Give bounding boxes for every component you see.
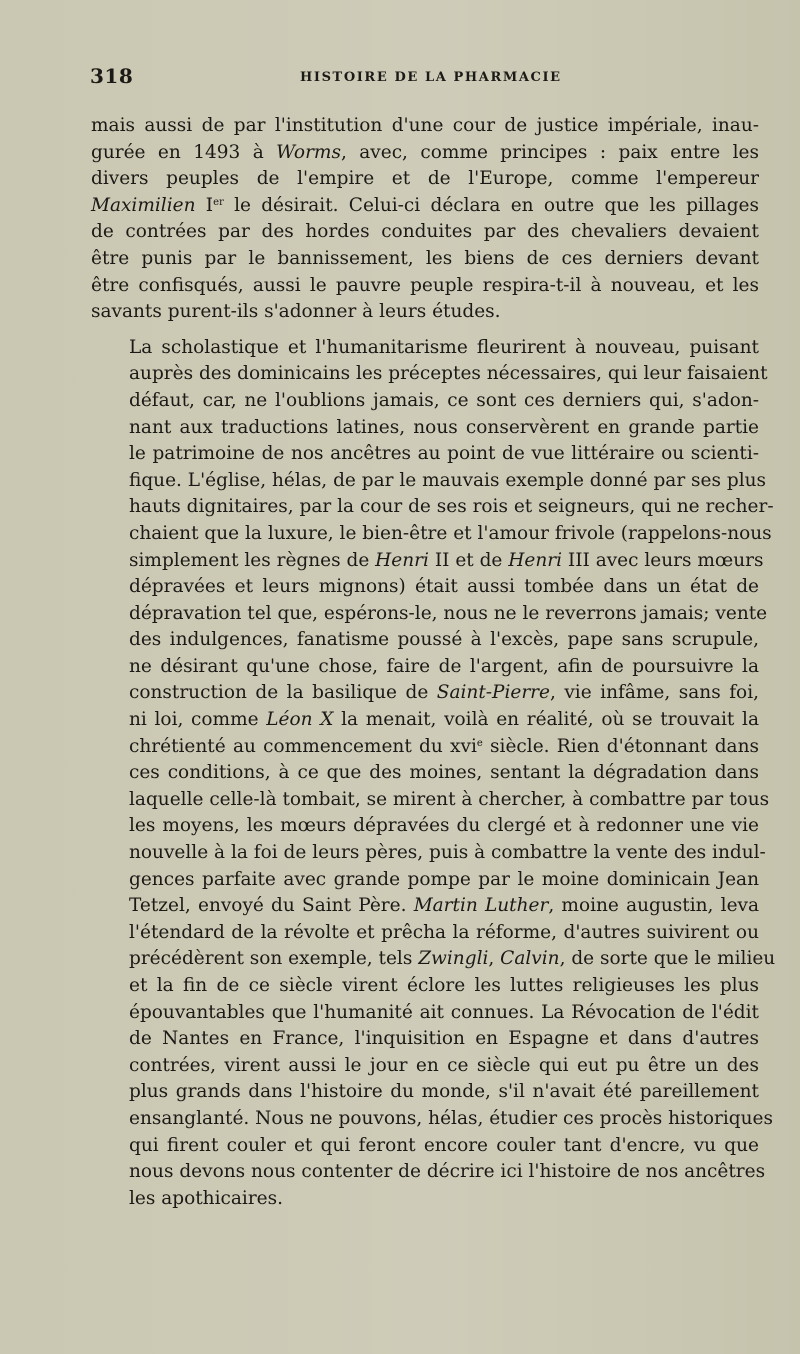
text-line: mais aussi de par l'institution d'une cour de justice impériale, inau-: [91, 115, 759, 136]
text-line: être confisqués, aussi le pauvre peuple respira-t-il à nouveau, et les: [91, 274, 759, 296]
body-text: [91, 113, 776, 1212]
text-line: chrétienté au commencement du xvi$^e$ siècle. Rien d'étonnant dans: [129, 735, 759, 757]
page-header: [90, 60, 770, 90]
text-line: être punis par le bannissement, les biens de ces derniers devant: [91, 247, 759, 269]
text-line: dépravation tel que, espérons-le, nous ne le reverrons jamais; vente: [129, 602, 768, 624]
text-line: laquelle celle-là tombait, se mirent à chercher, à combattre par tous: [129, 788, 770, 810]
paragraph-2: [91, 335, 776, 1213]
text-line: dépravées et leurs mignons) était aussi tombée dans un état de: [129, 576, 759, 598]
text-line: Maximilien Ier le désirait. Celui-ci déclara en outre que les pillages: [91, 194, 759, 216]
text-line: plus grands dans l'histoire du monde, s'il n'avait été pareillement: [129, 1081, 759, 1103]
text-line: hauts dignitaires, par la cour de ses rois et seigneurs, qui ne recher-: [129, 496, 774, 518]
text-line: ne désirant qu'une chose, faire de l'argent, afin de poursuivre la: [129, 655, 759, 677]
text-line: qui firent couler et qui feront encore couler tant d'encre, vu que: [129, 1134, 759, 1156]
text-line: épouvantables que l'humanité ait connues. La Révocation de l'édit: [129, 1001, 759, 1023]
text-line: savants purent-ils s'adonner à leurs études.: [91, 301, 501, 323]
text-line: l'étendard de la révolte et prêcha la réforme, d'autres suivirent ou: [129, 921, 759, 943]
text-line: divers peuples de l'empire et de l'Europe, comme l'empereur: [91, 168, 759, 190]
paragraph-1: [91, 113, 759, 326]
text-line: des indulgences, fanatisme poussé à l'excès, pape sans scrupule,: [129, 629, 759, 651]
text-line: contrées, virent aussi le jour en ce siècle qui eut pu être un des: [129, 1054, 759, 1076]
text-line: gences parfaite avec grande pompe par le moine dominicain Jean: [129, 868, 759, 890]
text-line: Tetzel, envoyé du Saint Père. Martin Luther, moine augustin, leva: [129, 895, 760, 917]
text-line: de contrées par des hordes conduites par des chevaliers devaient: [91, 221, 759, 243]
text-line: de Nantes en France, l'inquisition en Espagne et dans d'autres: [129, 1028, 759, 1050]
page-number: 318: [90, 64, 134, 88]
text-line: défaut, car, ne l'oublions jamais, ce sont ces derniers qui, s'adon-: [129, 389, 759, 411]
text-line: La scholastique et l'humanitarisme fleurirent à nouveau, puisant: [129, 336, 759, 358]
text-line: nous devons nous contenter de décrire ici l'histoire de nos ancêtres: [129, 1161, 766, 1183]
text-line: précédèrent son exemple, tels Zwingli, Calvin, de sorte que le milieu: [129, 948, 776, 970]
text-line: les apothicaires.: [129, 1187, 283, 1209]
text-line: les moyens, les mœurs dépravées du clergé et à redonner une vie: [129, 815, 759, 837]
text-line: nant aux traductions latines, nous conservèrent en grande partie: [129, 416, 759, 438]
text-line: gurée en 1493 à Worms, avec, comme principes : paix entre les: [91, 141, 759, 163]
text-line: auprès des dominicains les préceptes nécessaires, qui leur faisaient: [129, 363, 768, 385]
text-line: construction de la basilique de Saint-Pierre, vie infâme, sans foi,: [129, 682, 759, 704]
text-line: simplement les règnes de Henri II et de Henri III avec leurs mœurs: [129, 549, 764, 571]
text-line: ensanglanté. Nous ne pouvons, hélas, étudier ces procès historiques: [129, 1107, 774, 1129]
text-line: le patrimoine de nos ancêtres au point de vue littéraire ou scienti-: [129, 443, 759, 465]
text-line: ni loi, comme Léon X la menait, voilà en réalité, où se trouvait la: [129, 709, 759, 731]
text-line: ces conditions, à ce que des moines, sentant la dégradation dans: [129, 762, 759, 784]
text-line: chaient que la luxure, le bien-être et l'amour frivole (rappelons-nous: [129, 522, 772, 544]
text-line: nouvelle à la foi de leurs pères, puis à combattre la vente des indul-: [129, 842, 766, 864]
running-title: HISTOIRE DE LA PHARMACIE: [300, 70, 562, 85]
text-line: et la fin de ce siècle virent éclore les luttes religieuses les plus: [129, 975, 759, 996]
text-line: fique. L'église, hélas, de par le mauvais exemple donné par ses plus: [129, 469, 767, 491]
